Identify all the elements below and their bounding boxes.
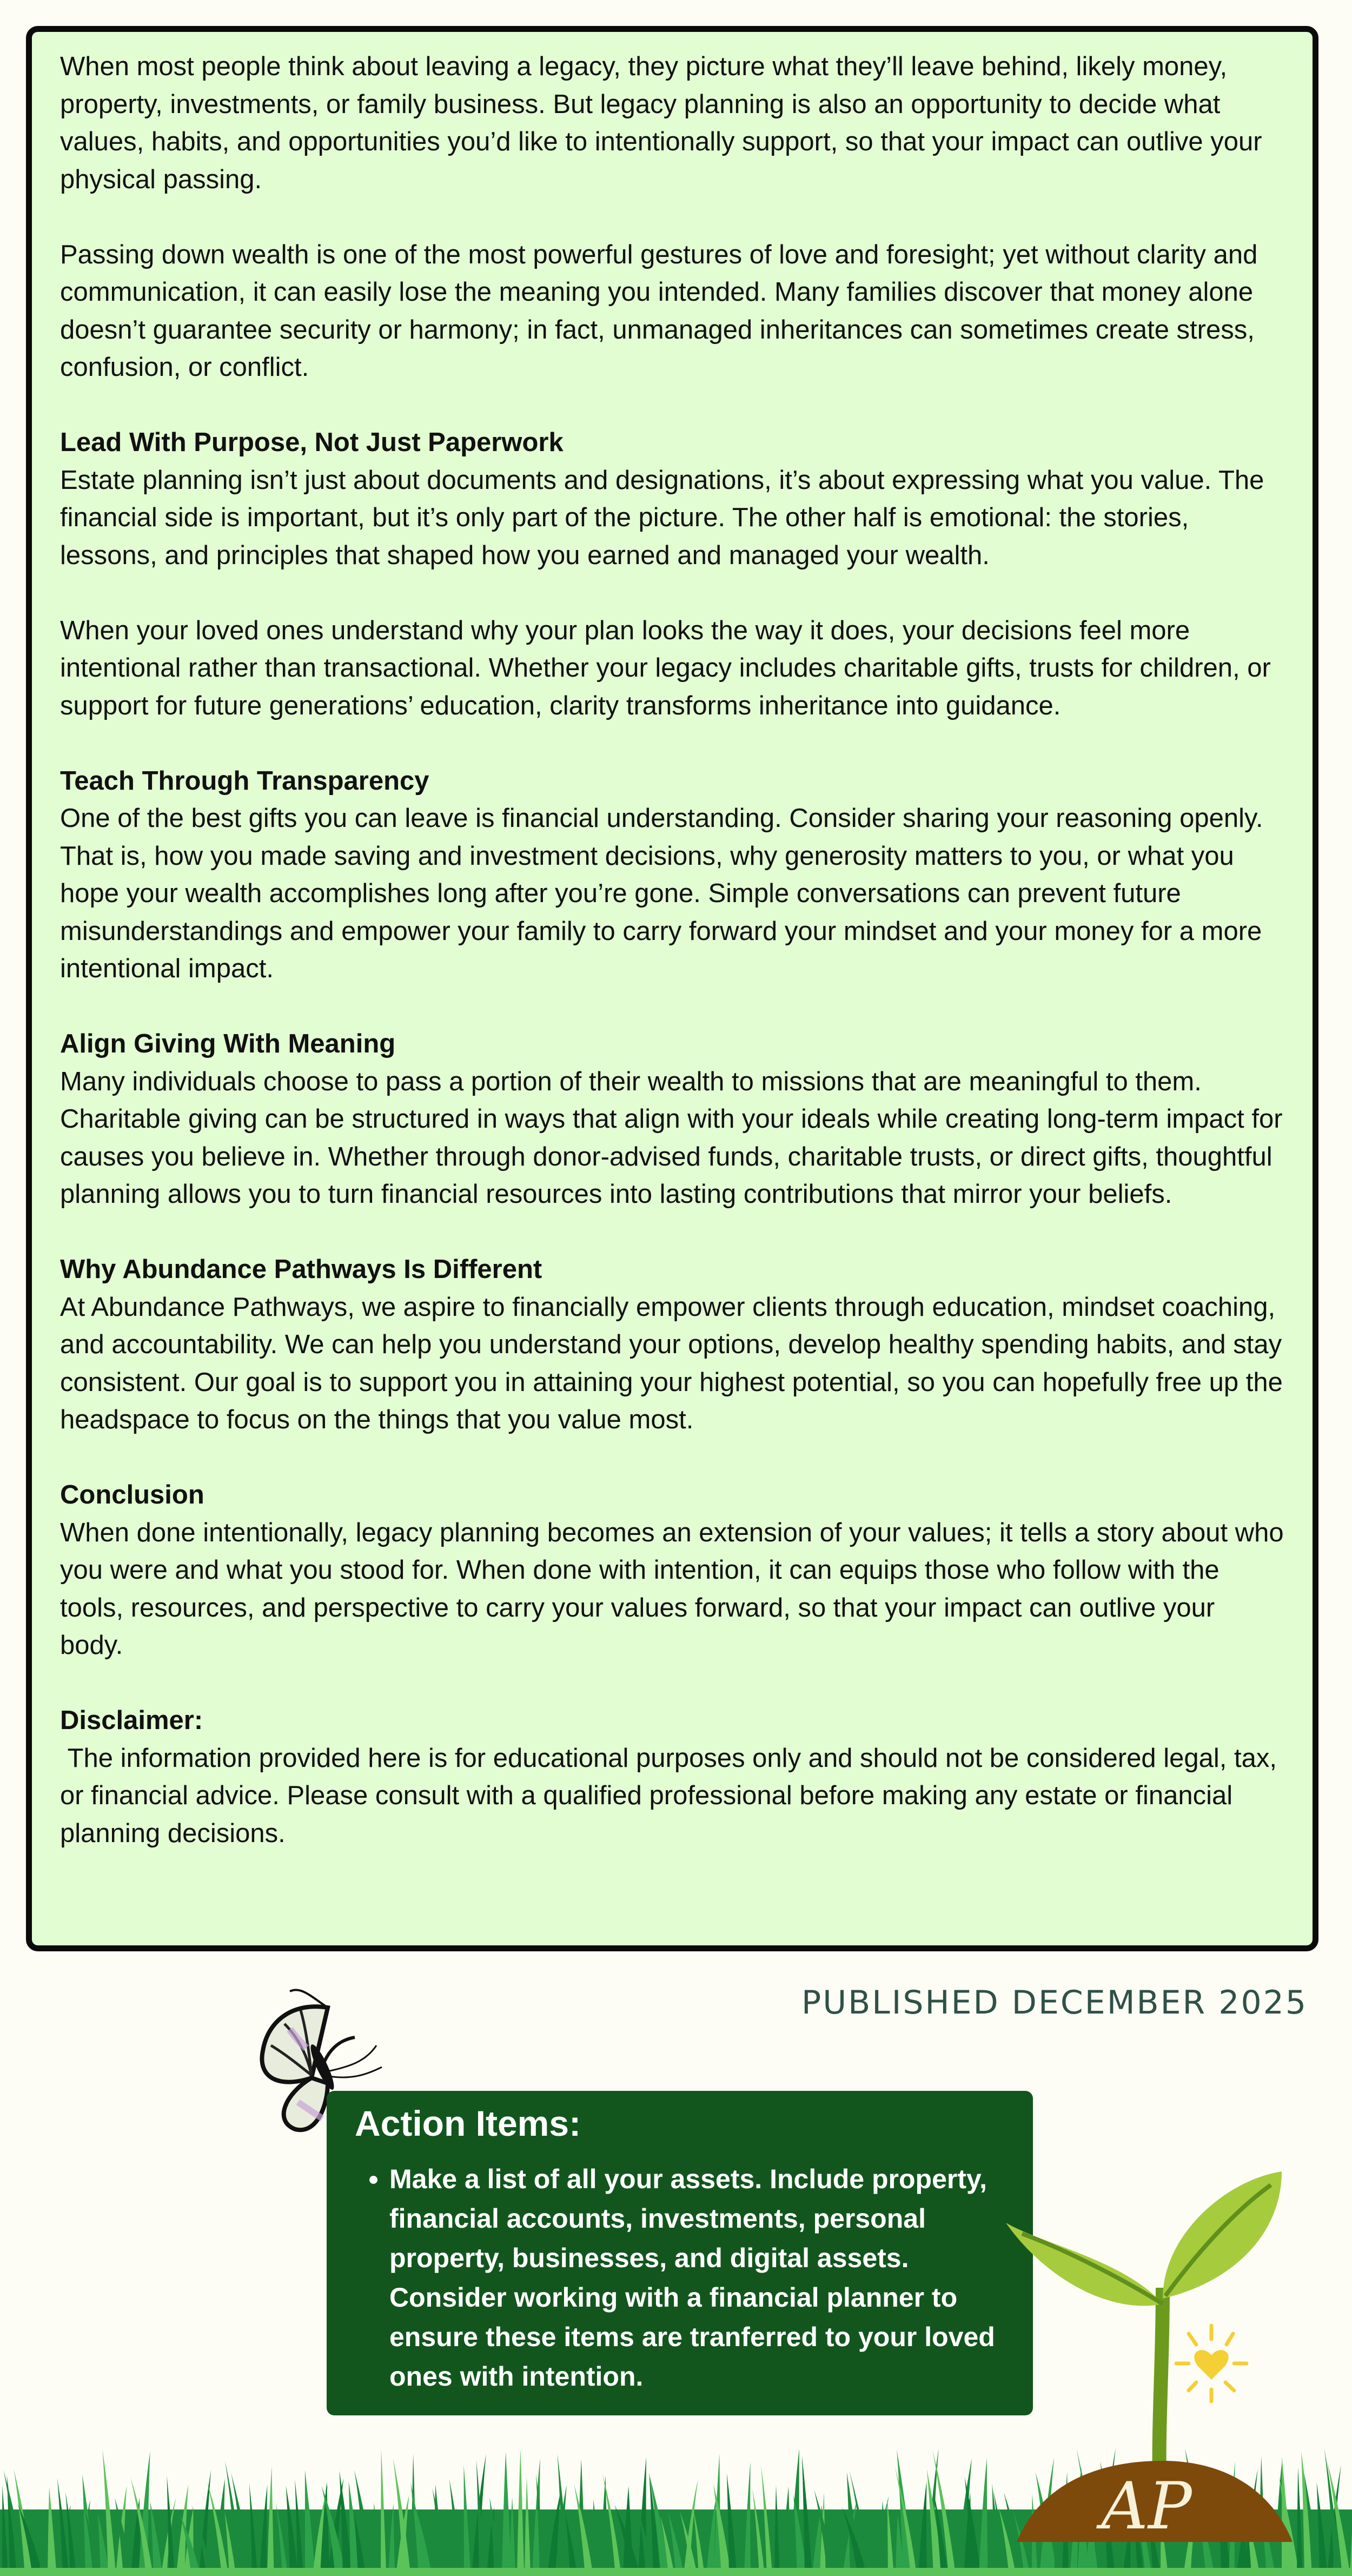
section-paragraph: When done intentionally, legacy planning becomes an extension of your values; it tells a story about who you were and what you stood for. When done with intention, it can equips those who follow with the tools, resources, and perspective to carry your values forward, so that your impact can outlive your body. — [60, 1518, 1284, 1660]
section-paragraph: The information provided here is for educational purposes only and should not be considered legal, tax, or financial advice. Please consult with a qualified professional before making any estate or financial planning decisions. — [60, 1743, 1284, 1848]
action-item: • Make a list of all your assets. Include property, financial accounts, investments, personal property, businesses, and digital assets. Consider working with a financial planner to ensure these items are tranferred to your loved ones with intention. — [389, 2160, 1005, 2396]
section-conclusion — [60, 1476, 1284, 1665]
plant-logo — [1000, 2153, 1298, 2564]
action-items-list — [355, 2160, 1005, 2396]
published-date: PUBLISHED DECEMBER 2025 — [801, 1984, 1308, 2022]
section-lead-with-purpose — [60, 424, 1284, 725]
section-align-giving — [60, 1025, 1284, 1214]
section-heading: Why Abundance Pathways Is Different — [60, 1255, 542, 1284]
ap-monogram: AP — [1101, 2469, 1192, 2544]
section-paragraph: When your loved ones understand why your plan looks the way it does, your decisions feel more intentional rather than transactional. Whether your legacy includes charitable gifts, trusts for children, or support for future generations’ education, clarity transforms inheritance into guidance. — [60, 615, 1271, 720]
section-paragraph: At Abundance Pathways, we aspire to financially empower clients through education, mindset coaching, and accountability. We can help you understand your options, develop healthy spending habits, and stay consistent. Our goal is to support you in attaining your highest potential, so you can hopefully free up the headspace to focus on the things that you value most. — [60, 1292, 1283, 1434]
intro-paragraph-2: Passing down wealth is one of the most powerful gestures of love and foresight; yet without clarity and communication, it can easily lose the meaning you intended. Many families discover that money alone doesn’t guarantee security or harmony; in fact, unmanaged inheritances can sometimes create stress, confusion, or conflict. — [60, 240, 1258, 382]
intro-paragraph-1: When most people think about leaving a legacy, they picture what they’ll leave behind, likely money, property, investments, or family business. But legacy planning is also an opportunity to decide what values, habits, and opportunities you’d like to intentionally support, so that your impact can outlive your physical passing. — [60, 52, 1262, 194]
section-heading: Lead With Purpose, Not Just Paperwork — [60, 428, 564, 457]
section-heading: Disclaimer: — [60, 1706, 203, 1735]
section-disclaimer — [60, 1702, 1284, 1852]
section-heading: Conclusion — [60, 1480, 204, 1509]
section-paragraph: Many individuals choose to pass a portion of their wealth to missions that are meaningful to them. Charitable giving can be structured in ways that align with your ideals while creating long-term impact for causes you believe in. Whether through donor-advised funds, charitable trusts, or direct gifts, thoughtful planning allows you to turn financial resources into lasting contributions that mirror your beliefs. — [60, 1067, 1283, 1209]
section-paragraph: One of the best gifts you can leave is financial understanding. Consider sharing your reasoning openly. That is, how you made saving and investment decisions, why generosity matters to you, or what you hope your wealth accomplishes long after you’re gone. Simple conversations can prevent future misunderstandings and empower your family to carry forward your mindset and your money for a more intentional impact. — [60, 804, 1263, 983]
intro-block — [60, 48, 1284, 387]
section-paragraph: Estate planning isn’t just about documents and designations, it’s about expressing what you value. The financial side is important, but it’s only part of the picture. The other half is emotional: the stories, lessons, and principles that shaped how you earned and managed your wealth. — [60, 465, 1264, 570]
sun-icon — [1176, 2326, 1247, 2401]
section-heading: Align Giving With Meaning — [60, 1029, 396, 1058]
section-why-abundance-pathways — [60, 1251, 1284, 1439]
article-box — [26, 26, 1318, 1951]
section-teach-through-transparency — [60, 763, 1284, 988]
section-heading: Teach Through Transparency — [60, 766, 429, 796]
action-items-box — [327, 2091, 1033, 2415]
action-items-title: Action Items: — [355, 2103, 581, 2143]
